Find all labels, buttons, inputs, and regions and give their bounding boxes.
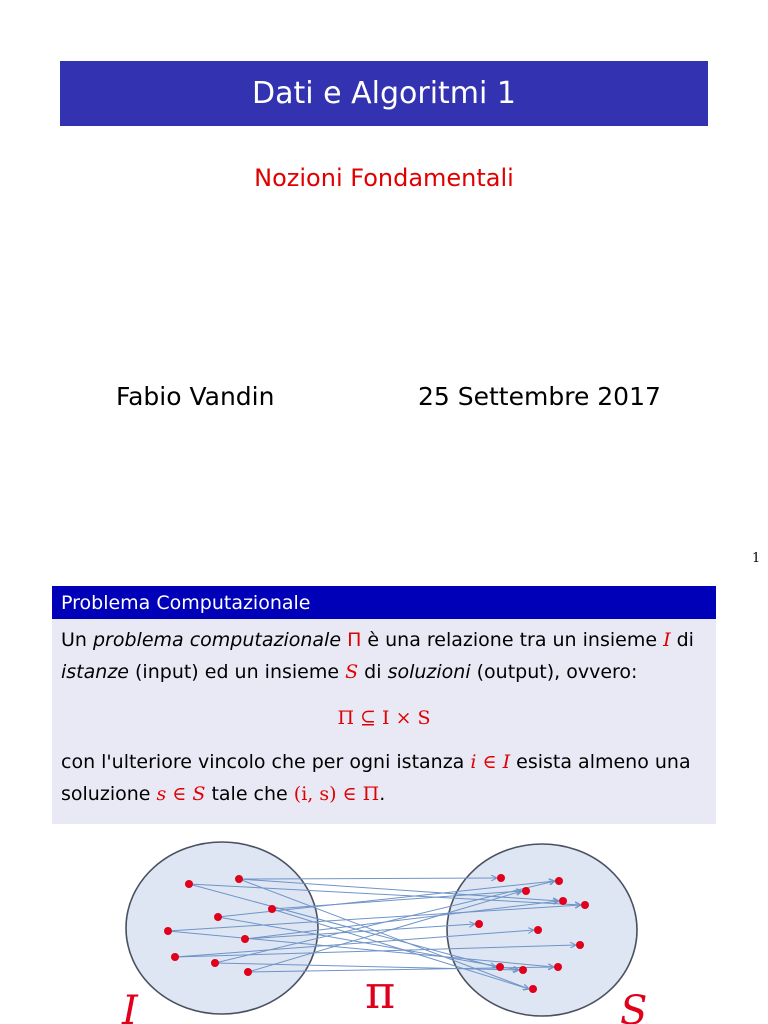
solution-point [534,926,542,934]
relation-formula: Π ⊆ I × S [337,707,431,729]
term-solutions: soluzioni [387,661,471,683]
text: Un [61,629,93,651]
page-number: 1 [752,551,761,566]
author-name: Fabio Vandin [116,382,275,411]
definition-block-header [52,586,716,619]
text: . [379,783,386,805]
solution-point [529,985,537,993]
instance-point [235,875,243,883]
solutions-label: S [620,988,648,1024]
instance-point [268,905,276,913]
text: è una relazione tra un insieme [361,629,664,651]
instances-label: I [122,988,138,1024]
term-problem: problema computazionale [93,629,342,651]
instance-point [171,953,179,961]
text: (input) ed un insieme [128,661,346,683]
text: con l'ulteriore vincolo che per ogni istanza [61,751,471,773]
solution-point [519,966,527,974]
text: tale che [205,783,294,805]
math-pair-in-pi: (i, s) ∈ Π [293,783,380,805]
slide-title-bar [60,61,708,126]
solution-point [555,877,563,885]
text: (output), ovvero: [470,661,638,683]
instance-point [214,913,222,921]
solution-point [576,941,584,949]
solution-point [522,887,530,895]
definition-paragraph [61,624,707,688]
relation-diagram [100,838,700,1024]
instance-point [164,927,172,935]
pi-label: π [365,965,396,1019]
text: di [670,629,694,651]
solution-point [497,874,505,882]
definition-block-body [52,619,716,824]
term-instances: istanze [61,661,129,683]
instance-point [211,959,219,967]
constraint-paragraph [61,746,707,810]
slide-title: Dati e Algoritmi 1 [252,76,516,111]
solution-point [496,963,504,971]
solution-point [559,897,567,905]
instance-point [241,935,249,943]
block-title: Problema Computazionale [61,591,311,614]
text: soluzione [61,783,157,805]
text: di [358,661,388,683]
slide-subtitle: Nozioni Fondamentali [254,164,514,192]
solution-point [475,920,483,928]
symbol-pi: Π [347,629,362,651]
instance-point [244,968,252,976]
math-i-in-I: i ∈ I [470,751,511,773]
symbol-instances: I [663,629,671,651]
math-s-in-S: s ∈ S [156,783,206,805]
solution-point [581,901,589,909]
solution-point [554,963,562,971]
symbol-solutions: S [345,661,359,683]
instance-point [185,880,193,888]
text: esista almeno una [510,751,691,773]
presentation-date: 25 Settembre 2017 [418,382,661,411]
